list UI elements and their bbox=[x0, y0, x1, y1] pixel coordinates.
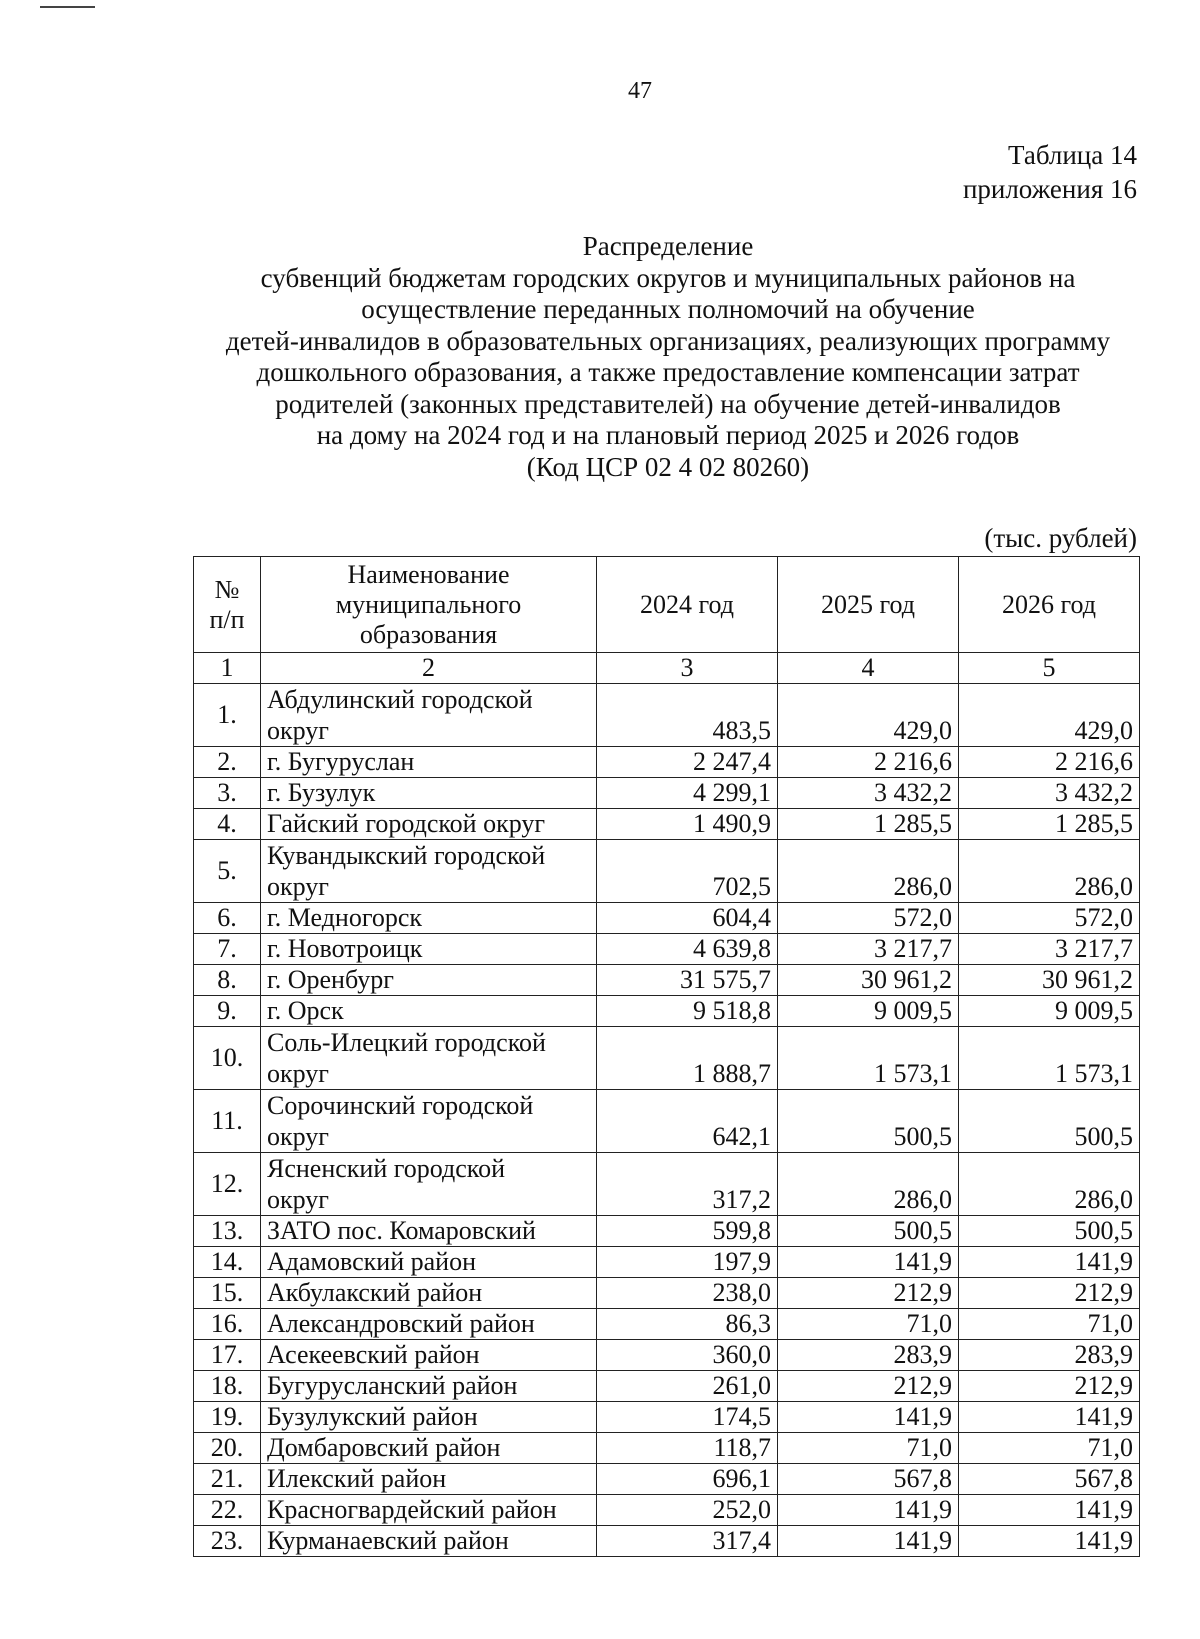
title-line: осуществление переданных полномочий на обучение bbox=[361, 294, 975, 324]
row-number: 23. bbox=[194, 1526, 261, 1557]
amount-2024: 696,1 bbox=[597, 1464, 778, 1495]
municipality-name-line: Адамовский район bbox=[267, 1247, 476, 1276]
column-index: 2 bbox=[261, 653, 597, 684]
amount-2024: 86,3 bbox=[597, 1309, 778, 1340]
title-line: субвенций бюджетам городских округов и муниципальных районов на bbox=[260, 262, 1076, 293]
scan-corner-mark bbox=[40, 6, 95, 8]
municipality-name-line: Соль-Илецкий городской bbox=[267, 1028, 546, 1057]
table-row bbox=[194, 1278, 1140, 1309]
table-row bbox=[194, 1216, 1140, 1247]
municipality-name-line: Акбулакский район bbox=[267, 1278, 483, 1307]
row-number: 17. bbox=[194, 1340, 261, 1371]
municipality-name-line: г. Орск bbox=[267, 996, 344, 1025]
amount-2026: 30 961,2 bbox=[959, 965, 1140, 996]
row-number: 10. bbox=[194, 1027, 261, 1090]
amount-2025: 71,0 bbox=[778, 1433, 959, 1464]
municipality-name-line: Абдулинский городской bbox=[267, 685, 533, 714]
amount-2024: 4 639,8 bbox=[597, 934, 778, 965]
amount-2026: 286,0 bbox=[959, 1153, 1140, 1216]
municipality-name bbox=[261, 1464, 597, 1495]
municipality-name-line: Кувандыкский городской bbox=[267, 841, 546, 870]
amount-2024: 1 490,9 bbox=[597, 809, 778, 840]
amount-2026: 141,9 bbox=[959, 1247, 1140, 1278]
municipality-name-line: Бугурусланский район bbox=[267, 1371, 518, 1400]
amount-2025: 286,0 bbox=[778, 840, 959, 903]
amount-2025: 283,9 bbox=[778, 1340, 959, 1371]
municipality-name bbox=[261, 934, 597, 965]
amount-2025: 141,9 bbox=[778, 1495, 959, 1526]
row-number: 22. bbox=[194, 1495, 261, 1526]
column-index-row bbox=[194, 653, 1140, 684]
municipality-name bbox=[261, 1402, 597, 1433]
header-2024: 2024 год bbox=[597, 557, 778, 653]
table-row bbox=[194, 684, 1140, 747]
amount-2024: 9 518,8 bbox=[597, 996, 778, 1027]
amount-2024: 317,4 bbox=[597, 1526, 778, 1557]
amount-2026: 9 009,5 bbox=[959, 996, 1140, 1027]
row-number: 20. bbox=[194, 1433, 261, 1464]
header-name-line: муниципального bbox=[335, 589, 522, 619]
amount-2024: 702,5 bbox=[597, 840, 778, 903]
amount-2025: 1 285,5 bbox=[778, 809, 959, 840]
amount-2026: 1 573,1 bbox=[959, 1027, 1140, 1090]
table-row bbox=[194, 809, 1140, 840]
amount-2024: 261,0 bbox=[597, 1371, 778, 1402]
header-name-line: Наименование bbox=[347, 559, 510, 589]
amount-2026: 212,9 bbox=[959, 1278, 1140, 1309]
amount-2025: 500,5 bbox=[778, 1216, 959, 1247]
municipality-name bbox=[261, 1153, 597, 1216]
municipality-name bbox=[261, 1371, 597, 1402]
column-index: 3 bbox=[597, 653, 778, 684]
table-row bbox=[194, 1090, 1140, 1153]
amount-2026: 429,0 bbox=[959, 684, 1140, 747]
row-number: 21. bbox=[194, 1464, 261, 1495]
municipality-name-line: Курманаевский район bbox=[267, 1526, 509, 1555]
table-row bbox=[194, 1340, 1140, 1371]
amount-2026: 141,9 bbox=[959, 1402, 1140, 1433]
title-line: (Код ЦСР 02 4 02 80260) bbox=[526, 451, 810, 482]
amount-2025: 30 961,2 bbox=[778, 965, 959, 996]
table-row bbox=[194, 1309, 1140, 1340]
table-row bbox=[194, 1153, 1140, 1216]
amount-2026: 567,8 bbox=[959, 1464, 1140, 1495]
table-number-label: Таблица 14 bbox=[1008, 140, 1137, 170]
amount-2025: 286,0 bbox=[778, 1153, 959, 1216]
municipality-name bbox=[261, 809, 597, 840]
amount-2024: 252,0 bbox=[597, 1495, 778, 1526]
row-number: 12. bbox=[194, 1153, 261, 1216]
municipality-name-line: г. Медногорск bbox=[267, 903, 423, 932]
amount-2025: 3 217,7 bbox=[778, 934, 959, 965]
municipality-name bbox=[261, 1278, 597, 1309]
amount-2026: 141,9 bbox=[959, 1495, 1140, 1526]
municipality-name-line: округ bbox=[267, 872, 329, 901]
header-2026: 2026 год bbox=[959, 557, 1140, 653]
row-number: 11. bbox=[194, 1090, 261, 1153]
amount-2025: 212,9 bbox=[778, 1278, 959, 1309]
amount-2025: 71,0 bbox=[778, 1309, 959, 1340]
municipality-name bbox=[261, 1495, 597, 1526]
table-row bbox=[194, 747, 1140, 778]
row-number: 19. bbox=[194, 1402, 261, 1433]
appendix-label: приложения 16 bbox=[962, 174, 1137, 204]
municipality-name-line: Гайский городской округ bbox=[267, 809, 546, 838]
table-row bbox=[194, 903, 1140, 934]
units-note: (тыс. рублей) bbox=[984, 523, 1137, 553]
amount-2025: 212,9 bbox=[778, 1371, 959, 1402]
table-row bbox=[194, 934, 1140, 965]
municipality-name bbox=[261, 840, 597, 903]
municipality-name-line: Бузулукский район bbox=[267, 1402, 478, 1431]
title-line: дошкольного образования, а также предоставление компенсации затрат bbox=[256, 357, 1080, 387]
municipality-name bbox=[261, 684, 597, 747]
column-index: 1 bbox=[194, 653, 261, 684]
municipality-name bbox=[261, 1090, 597, 1153]
table-row bbox=[194, 1247, 1140, 1278]
amount-2025: 141,9 bbox=[778, 1402, 959, 1433]
municipality-name bbox=[261, 965, 597, 996]
amount-2024: 4 299,1 bbox=[597, 778, 778, 809]
row-number: 15. bbox=[194, 1278, 261, 1309]
header-number-line: № bbox=[214, 574, 240, 604]
amount-2026: 3 432,2 bbox=[959, 778, 1140, 809]
row-number: 3. bbox=[194, 778, 261, 809]
municipality-name-line: округ bbox=[267, 1059, 329, 1088]
table-row bbox=[194, 1526, 1140, 1557]
amount-2024: 238,0 bbox=[597, 1278, 778, 1309]
amount-2025: 500,5 bbox=[778, 1090, 959, 1153]
column-index: 4 bbox=[778, 653, 959, 684]
row-number: 8. bbox=[194, 965, 261, 996]
amount-2025: 2 216,6 bbox=[778, 747, 959, 778]
amount-2025: 1 573,1 bbox=[778, 1027, 959, 1090]
row-number: 9. bbox=[194, 996, 261, 1027]
municipality-name bbox=[261, 1216, 597, 1247]
amount-2025: 572,0 bbox=[778, 903, 959, 934]
amount-2026: 1 285,5 bbox=[959, 809, 1140, 840]
municipality-name bbox=[261, 1309, 597, 1340]
amount-2024: 604,4 bbox=[597, 903, 778, 934]
municipality-name-line: Сорочинский городской bbox=[267, 1091, 534, 1120]
amount-2024: 197,9 bbox=[597, 1247, 778, 1278]
amount-2026: 212,9 bbox=[959, 1371, 1140, 1402]
municipality-name bbox=[261, 1526, 597, 1557]
header-number bbox=[194, 557, 261, 653]
column-index: 5 bbox=[959, 653, 1140, 684]
municipality-name-line: г. Бугуруслан bbox=[267, 747, 415, 776]
row-number: 18. bbox=[194, 1371, 261, 1402]
amount-2026: 71,0 bbox=[959, 1433, 1140, 1464]
table-row bbox=[194, 1433, 1140, 1464]
amount-2024: 1 888,7 bbox=[597, 1027, 778, 1090]
header-name bbox=[261, 557, 597, 653]
municipality-name-line: Илекский район bbox=[267, 1464, 447, 1493]
table-row bbox=[194, 778, 1140, 809]
row-number: 6. bbox=[194, 903, 261, 934]
municipality-name-line: г. Новотроицк bbox=[267, 934, 423, 963]
municipality-name-line: г. Бузулук bbox=[267, 778, 376, 807]
amount-2024: 642,1 bbox=[597, 1090, 778, 1153]
row-number: 7. bbox=[194, 934, 261, 965]
municipality-name-line: Красногвардейский район bbox=[267, 1495, 557, 1524]
subvention-table bbox=[193, 556, 1140, 1557]
appendix-reference bbox=[963, 138, 1137, 206]
municipality-name-line: г. Оренбург bbox=[267, 965, 394, 994]
municipality-name bbox=[261, 1433, 597, 1464]
row-number: 2. bbox=[194, 747, 261, 778]
title-line: на дому на 2024 год и на плановый период 2025 и 2026 годов bbox=[316, 420, 1020, 450]
municipality-name-line: округ bbox=[267, 1122, 329, 1151]
amount-2025: 567,8 bbox=[778, 1464, 959, 1495]
table-row bbox=[194, 1495, 1140, 1526]
amount-2026: 141,9 bbox=[959, 1526, 1140, 1557]
title-line: Распределение bbox=[582, 231, 754, 261]
header-name-line: образования bbox=[359, 619, 498, 649]
municipality-name bbox=[261, 1027, 597, 1090]
amount-2025: 429,0 bbox=[778, 684, 959, 747]
amount-2024: 118,7 bbox=[597, 1433, 778, 1464]
municipality-name-line: ЗАТО пос. Комаровский bbox=[267, 1216, 536, 1245]
amount-2024: 2 247,4 bbox=[597, 747, 778, 778]
amount-2026: 500,5 bbox=[959, 1216, 1140, 1247]
table-row bbox=[194, 1402, 1140, 1433]
amount-2025: 3 432,2 bbox=[778, 778, 959, 809]
amount-2026: 286,0 bbox=[959, 840, 1140, 903]
table-row bbox=[194, 1464, 1140, 1495]
row-number: 4. bbox=[194, 809, 261, 840]
amount-2024: 360,0 bbox=[597, 1340, 778, 1371]
title-line: детей-инвалидов в образовательных организациях, реализующих программу bbox=[225, 325, 1111, 356]
document-title bbox=[193, 231, 1143, 483]
municipality-name-line: округ bbox=[267, 1185, 329, 1214]
municipality-name bbox=[261, 1247, 597, 1278]
amount-2026: 500,5 bbox=[959, 1090, 1140, 1153]
municipality-name-line: Александровский район bbox=[267, 1309, 535, 1338]
amount-2024: 174,5 bbox=[597, 1402, 778, 1433]
header-number-line: п/п bbox=[209, 604, 245, 634]
municipality-name bbox=[261, 778, 597, 809]
municipality-name-line: Ясненский городской bbox=[267, 1154, 506, 1183]
municipality-name bbox=[261, 747, 597, 778]
amount-2025: 9 009,5 bbox=[778, 996, 959, 1027]
row-number: 1. bbox=[194, 684, 261, 747]
amount-2026: 572,0 bbox=[959, 903, 1140, 934]
amount-2024: 599,8 bbox=[597, 1216, 778, 1247]
table-row bbox=[194, 996, 1140, 1027]
municipality-name bbox=[261, 1340, 597, 1371]
amount-2026: 283,9 bbox=[959, 1340, 1140, 1371]
header-2025: 2025 год bbox=[778, 557, 959, 653]
amount-2025: 141,9 bbox=[778, 1526, 959, 1557]
row-number: 13. bbox=[194, 1216, 261, 1247]
municipality-name-line: Асекеевский район bbox=[267, 1340, 480, 1369]
municipality-name-line: Домбаровский район bbox=[267, 1433, 501, 1462]
page-number: 47 bbox=[628, 78, 652, 104]
row-number: 16. bbox=[194, 1309, 261, 1340]
municipality-name bbox=[261, 903, 597, 934]
amount-2025: 141,9 bbox=[778, 1247, 959, 1278]
amount-2024: 317,2 bbox=[597, 1153, 778, 1216]
table-row bbox=[194, 965, 1140, 996]
amount-2026: 2 216,6 bbox=[959, 747, 1140, 778]
table-row bbox=[194, 840, 1140, 903]
table-header-row bbox=[194, 557, 1140, 653]
municipality-name-line: округ bbox=[267, 716, 329, 745]
amount-2024: 483,5 bbox=[597, 684, 778, 747]
municipality-name bbox=[261, 996, 597, 1027]
amount-2026: 3 217,7 bbox=[959, 934, 1140, 965]
row-number: 14. bbox=[194, 1247, 261, 1278]
table-row bbox=[194, 1371, 1140, 1402]
amount-2024: 31 575,7 bbox=[597, 965, 778, 996]
title-line: родителей (законных представителей) на обучение детей-инвалидов bbox=[275, 388, 1061, 419]
row-number: 5. bbox=[194, 840, 261, 903]
table-row bbox=[194, 1027, 1140, 1090]
amount-2026: 71,0 bbox=[959, 1309, 1140, 1340]
